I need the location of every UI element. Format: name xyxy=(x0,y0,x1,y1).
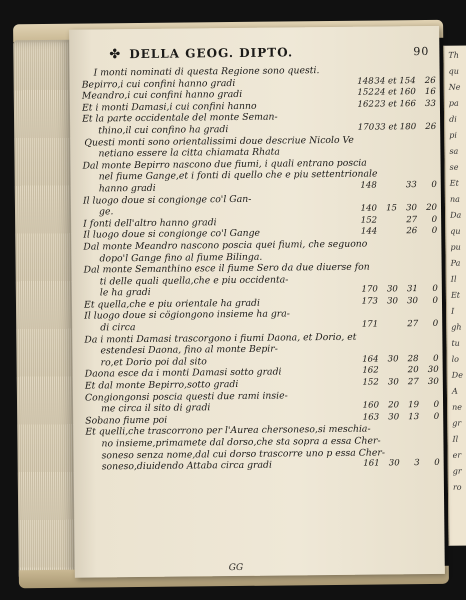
coordinate-value: 0 xyxy=(432,284,438,295)
coordinate-value: 30 xyxy=(388,458,400,469)
coordinate-value: 152 xyxy=(360,215,378,226)
line-text: Il luogo doue si congionge co'l Gan- xyxy=(82,193,252,207)
coordinate-value: 30 xyxy=(388,412,400,423)
coordinate-value: 20 xyxy=(407,365,419,376)
coordinate-value: 24 et 160 xyxy=(374,87,416,98)
line-text: Et la parte occidentale del monte Seman- xyxy=(82,111,278,125)
coordinate-value: 34 et 154 xyxy=(374,75,416,87)
coordinate-value: 140 xyxy=(360,203,378,214)
facing-page-edge xyxy=(443,45,466,545)
coordinate-value: 0 xyxy=(432,295,439,306)
coordinate-value: 15 xyxy=(386,203,398,214)
coordinate-value: 0 xyxy=(433,400,440,411)
facing-page-fragment: I xyxy=(451,306,455,316)
coordinate-value: 0 xyxy=(433,353,439,364)
coordinate-value: 152 xyxy=(357,87,374,98)
coordinate-value: 30 xyxy=(386,296,399,307)
page-number: 90 xyxy=(413,44,430,59)
line-text: I fonti dell'altro hanno gradi xyxy=(83,216,217,230)
book xyxy=(13,16,463,593)
coordinate-value: 27 xyxy=(407,377,419,388)
coordinate-value: 162 xyxy=(362,365,379,377)
coordinate-value: 162 xyxy=(357,99,374,110)
coordinate-value: 148 xyxy=(357,76,374,87)
line-text: Sobano fiume poi xyxy=(85,414,168,427)
line-text: me circa il sito di gradi xyxy=(101,402,211,415)
text-line xyxy=(86,458,440,473)
coordinate-value: 173 xyxy=(361,296,379,307)
line-text: di circa xyxy=(100,322,136,334)
line-text: netiano essere la citta chiamata Rhata xyxy=(98,146,280,160)
coordinate-value: 0 xyxy=(431,226,438,237)
line-text: no insieme,primamete dal dorso,che sta sopra a essa Cher- xyxy=(101,435,381,450)
line-text: ge. xyxy=(98,206,114,218)
line-text: thino,il cui confino ha gradi xyxy=(98,124,229,137)
coordinate-value: 0 xyxy=(431,214,438,225)
coordinate-value xyxy=(379,366,399,378)
facing-page-fragment: ro xyxy=(452,482,462,492)
facing-page-fragment: qu xyxy=(450,226,461,236)
facing-page-fragment: Il xyxy=(452,434,459,444)
facing-page-fragment: se xyxy=(449,162,459,172)
facing-page-fragment: sa xyxy=(449,146,459,156)
line-text: ti delle quali quella,che e piu occidenta- xyxy=(99,274,289,288)
line-text: Congiongonsi poscia questi due rami insie- xyxy=(84,390,288,404)
coordinate-value xyxy=(377,215,397,227)
line-text: estendesi Daona, fino al monte Bepir- xyxy=(100,343,278,357)
coordinate-value: 163 xyxy=(362,412,380,423)
coordinate-value: 0 xyxy=(432,318,439,329)
line-text: hanno gradi xyxy=(98,182,156,195)
coordinate-value: 26 xyxy=(406,226,418,237)
coordinate-value xyxy=(377,227,397,239)
facing-page-fragment: Da xyxy=(450,210,462,220)
facing-page-fragment: pu xyxy=(450,242,461,252)
line-text: Dal monte Semanthino esce il fiume Sero da due diuerse fon xyxy=(83,261,370,276)
line-text: Et quella,che e piu orientale ha gradi xyxy=(83,297,260,311)
coordinate-value: 33 xyxy=(424,98,436,109)
facing-page-fragment: Il xyxy=(450,274,457,284)
line-text: soneso,diuidendo Attaba circa gradi xyxy=(101,459,272,473)
facing-page-fragment: A xyxy=(451,386,458,396)
line-text: dopo'l Gange fino al fiume Bilinga. xyxy=(99,251,263,264)
coordinate-value: 161 xyxy=(363,458,380,469)
line-text: ro,et Dorio poi dal sito xyxy=(100,356,207,369)
facing-page-fragment: pi xyxy=(449,130,457,140)
coordinate-value: 30 xyxy=(406,295,419,307)
coordinate-value: 33 et 180 xyxy=(374,122,417,133)
coordinate-value: 0 xyxy=(434,458,440,469)
coordinate-value: 144 xyxy=(360,226,378,237)
coordinate-value: 13 xyxy=(408,411,420,423)
facing-page-fragment: gh xyxy=(451,322,462,332)
coordinate-value: 33 xyxy=(405,180,417,191)
facing-page-fragment: De xyxy=(451,370,463,380)
book-page xyxy=(69,26,445,578)
coordinate-value: 30 xyxy=(427,376,439,388)
coordinate-value: 30 xyxy=(427,365,439,376)
coordinate-value: 28 xyxy=(407,353,419,365)
page-edges xyxy=(13,40,77,581)
coordinate-value: 20 xyxy=(426,203,438,214)
coordinate-value: 148 xyxy=(360,180,377,191)
line-text: soneso senza nome,dal cui dorso trascorre uno p essa Cher- xyxy=(101,447,385,461)
coordinate-value xyxy=(377,180,397,192)
facing-page-fragment: pa xyxy=(448,98,459,108)
facing-page-fragment: di xyxy=(449,114,457,124)
facing-page-fragment: er xyxy=(452,450,462,460)
coordinate-value: 20 xyxy=(388,400,400,411)
coordinate-value: 0 xyxy=(433,411,440,422)
facing-page-fragment: Ne xyxy=(448,82,461,92)
coordinate-value: 31 xyxy=(406,284,418,295)
facing-page-fragment: Th xyxy=(448,50,459,60)
coordinate-value: 171 xyxy=(361,319,379,330)
facing-page-fragment: gr xyxy=(452,418,462,428)
signature-mark: GG xyxy=(228,562,244,574)
facing-page-fragment: lo xyxy=(451,354,460,364)
facing-page-fragment: na xyxy=(449,194,460,204)
facing-page-fragment: qu xyxy=(448,66,459,76)
line-text: nel fiume Gange,et i fonti di quello che e piu settentrionale xyxy=(98,168,378,183)
coordinate-value: 170 xyxy=(357,122,375,133)
coordinate-value: 164 xyxy=(362,354,379,365)
facing-page-fragment: gr xyxy=(452,466,462,476)
running-header xyxy=(109,44,429,62)
coordinate-value: 30 xyxy=(406,203,418,214)
line-text: Bepirro,i cui confini hanno gradi xyxy=(81,77,236,91)
line-text: Dal monte Bepirro nascono due fiumi, i quali entrano poscia xyxy=(82,157,367,172)
coordinate-value: 23 et 166 xyxy=(374,98,416,110)
coordinate-value: 30 xyxy=(387,354,399,365)
line-text: Questi monti sono orientalissimi doue descriue Nicolo Ve xyxy=(84,134,354,149)
coordinate-value: 16 xyxy=(424,87,436,98)
coordinate-value: 26 xyxy=(425,121,437,132)
line-text: le ha gradi xyxy=(99,287,151,299)
coordinate-value xyxy=(378,319,398,331)
fleuron-icon: ✤ xyxy=(109,47,122,63)
coordinate-value: 19 xyxy=(408,400,420,411)
line-text: Et i monti Damasi,i cui confini hanno xyxy=(81,100,257,114)
line-text: Il luogo doue si congionge co'l Gange xyxy=(83,228,261,241)
line-text: Et quelli,che trascorrono per l'Aurea chersoneso,si meschia- xyxy=(85,423,371,438)
coordinate-value: 26 xyxy=(424,75,436,86)
facing-page-fragment: ne xyxy=(452,402,463,412)
running-title: DELLA GEOG. DIPTO. xyxy=(129,45,294,62)
coordinate-value: 152 xyxy=(362,377,379,388)
coordinate-value: 3 xyxy=(414,458,420,469)
line-text: Daona esce da i monti Damasi sotto gradi xyxy=(84,366,282,381)
coordinate-value: 27 xyxy=(406,214,418,225)
line-text: Meandro,i cui confini hanno gradi xyxy=(81,89,243,102)
coordinate-value: 30 xyxy=(387,377,399,388)
facing-page-fragment: Et xyxy=(449,178,459,188)
facing-page-fragment: tu xyxy=(451,338,460,348)
coordinate-value: 160 xyxy=(362,400,380,411)
coordinate-value: 170 xyxy=(361,284,378,295)
line-text: Da i monti Damasi trascorgono i fiumi Daona, et Dorio, et xyxy=(84,331,357,346)
facing-page-fragment: Pa xyxy=(450,258,461,268)
coordinate-value: 27 xyxy=(407,319,419,330)
line-text: Et dal monte Bepirro,sotto gradi xyxy=(84,379,239,392)
line-text: I monti nominati di questa Regione sono questi. xyxy=(93,65,320,79)
line-text: Dal monte Meandro nascono poscia quei fiumi, che seguono xyxy=(83,238,368,253)
coordinate-value: 30 xyxy=(386,284,398,295)
coordinate-value: 0 xyxy=(431,179,437,190)
page-body xyxy=(82,64,440,473)
facing-page-fragment: Et xyxy=(450,290,461,300)
line-text: Il luogo doue si cögiongono insieme ha gra- xyxy=(84,308,290,323)
